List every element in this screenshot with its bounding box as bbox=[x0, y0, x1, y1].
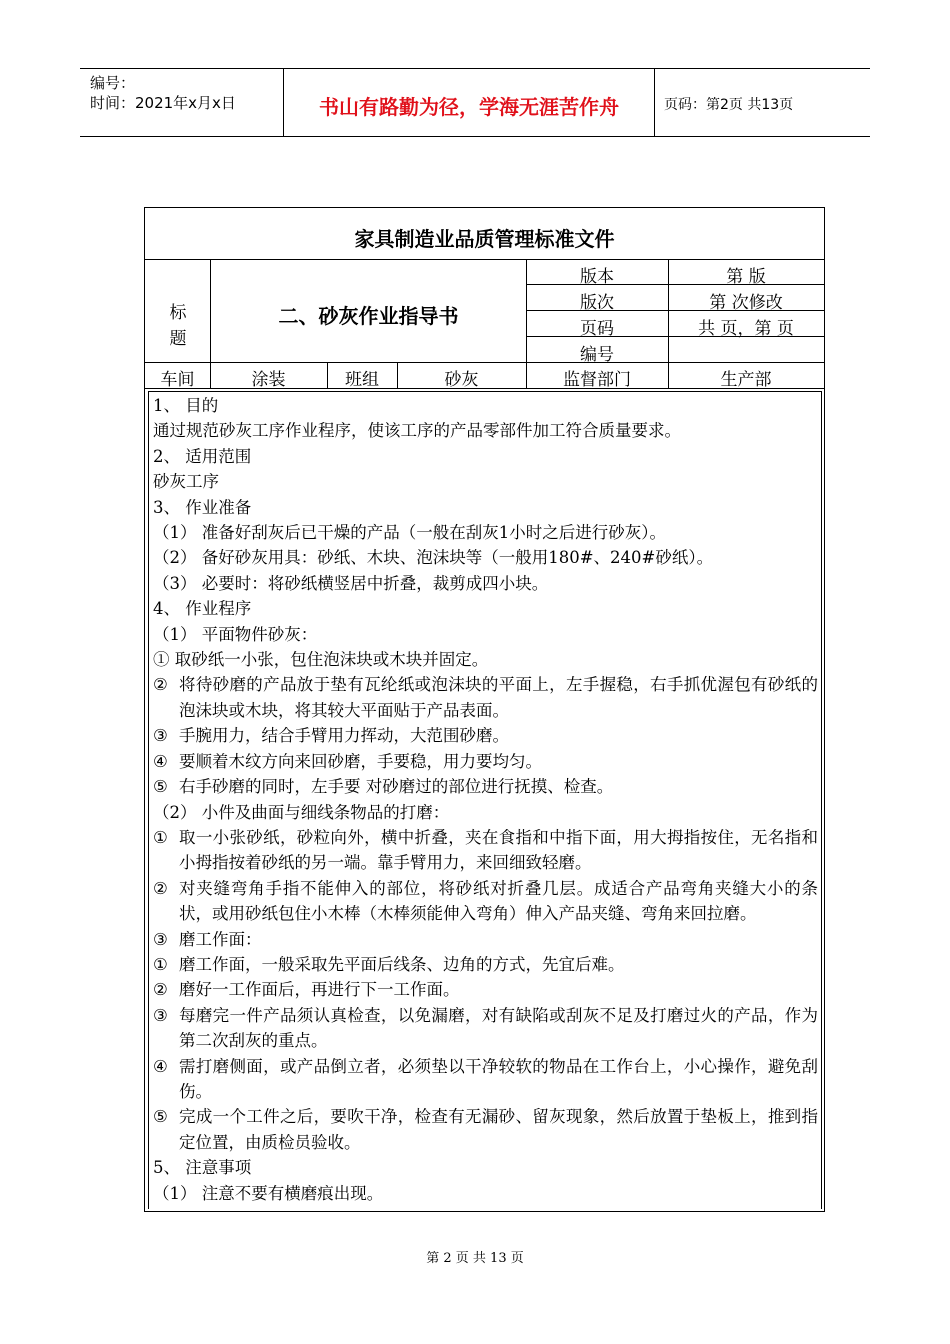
list-item: （2） 备好砂灰用具：砂纸、木块、泡沫块等（一般用180#、240#砂纸）。 bbox=[153, 548, 714, 568]
team-label: 班组 bbox=[345, 370, 379, 390]
item-text: 完成一个工件之后，要吹干净，检查有无漏砂、留灰现象，然后放置于垫板上，推到指定位置，由质检员验收。 bbox=[179, 1107, 818, 1152]
list-item bbox=[153, 1104, 818, 1155]
header-meta bbox=[90, 73, 236, 113]
meta-label: 版本 bbox=[580, 267, 614, 287]
grid-line bbox=[821, 391, 822, 1209]
item-text: 磨工作面： bbox=[179, 929, 262, 949]
item-text: 将待砂磨的产品放于垫有瓦纶纸或泡沫块的平面上，左手握稳，右手抓优渥包有砂纸的泡沫块或木块，将其较大平面贴于产品表面。 bbox=[179, 675, 818, 720]
item-text: 要顺着木纹方向来回砂磨，手要稳，用力要均匀。 bbox=[179, 751, 542, 771]
item-text: 磨工作面，一般采取先平面后线条、边角的方式，先宜后难。 bbox=[179, 954, 625, 974]
document-form bbox=[144, 207, 825, 1212]
list-item bbox=[153, 723, 818, 748]
section-heading: 4、 作业程序 bbox=[153, 599, 252, 619]
header-page-info: 页码：第2页 共13页 bbox=[664, 97, 794, 113]
list-item bbox=[153, 927, 818, 952]
list-item bbox=[153, 749, 818, 774]
item-marker: ③ bbox=[153, 726, 168, 746]
list-item bbox=[153, 774, 818, 799]
paragraph: 砂灰工序 bbox=[153, 472, 219, 492]
list-item bbox=[153, 952, 818, 977]
item-text: 需打磨侧面，或产品倒立者，必须垫以干净较软的物品在工作台上，小心操作，避免刮伤。 bbox=[179, 1056, 818, 1101]
label-title: 标题 bbox=[169, 303, 187, 349]
dept-value: 生产部 bbox=[720, 370, 772, 390]
item-text: 手腕用力，结合手臂用力挥动，大范围砂磨。 bbox=[179, 726, 509, 746]
list-item: ① 取砂纸一小张，包住泡沫块或木块并固定。 bbox=[153, 650, 489, 670]
sub-heading: （1） 平面物件砂灰： bbox=[153, 624, 318, 644]
item-text: 取一小张砂纸，砂粒向外，横中折叠，夹在食指和中指下面，用大拇指按住，无名指和小拇指按着砂纸的另一端。靠手臂用力，来回细致轻磨。 bbox=[179, 827, 818, 873]
item-text: 磨好一工作面后，再进行下一工作面。 bbox=[179, 980, 460, 1000]
document-title: 家具制造业品质管理标准文件 bbox=[354, 227, 615, 251]
meta-label: 编号 bbox=[580, 345, 614, 365]
workshop-value: 涂装 bbox=[251, 370, 286, 390]
meta-value: 第 版 bbox=[726, 267, 766, 287]
header-time: 时间：2021年x月x日 bbox=[90, 94, 236, 112]
header-divider bbox=[654, 69, 655, 136]
item-marker: ② bbox=[153, 878, 168, 898]
dept-label: 监督部门 bbox=[563, 370, 631, 390]
item-marker: ⑤ bbox=[153, 1107, 168, 1127]
team-value: 砂灰 bbox=[444, 370, 479, 390]
grid-line bbox=[148, 391, 821, 392]
meta-label: 页码 bbox=[580, 319, 614, 339]
section-heading: 1、 目的 bbox=[153, 396, 219, 415]
item-marker: ② bbox=[153, 980, 168, 1000]
item-marker: ③ bbox=[153, 1005, 168, 1025]
item-marker: ③ bbox=[153, 929, 168, 949]
list-item bbox=[153, 1003, 818, 1054]
grid-line bbox=[145, 362, 824, 363]
header-motto: 书山有路勤为径，学海无涯苦作舟 bbox=[319, 95, 619, 119]
page-footer: 第 2 页 共 13 页 bbox=[426, 1251, 524, 1266]
meta-value: 第 次修改 bbox=[709, 293, 783, 313]
item-marker: ⑤ bbox=[153, 777, 168, 797]
section-heading: 5、 注意事项 bbox=[153, 1158, 252, 1178]
document-body bbox=[153, 393, 818, 1206]
item-marker: ④ bbox=[153, 1056, 168, 1076]
list-item bbox=[153, 876, 818, 927]
list-item bbox=[153, 1054, 818, 1105]
list-item: （1） 准备好刮灰后已干燥的产品（一般在刮灰1小时之后进行砂灰）。 bbox=[153, 523, 666, 543]
item-marker: ④ bbox=[153, 751, 168, 771]
grid-line bbox=[148, 391, 149, 1209]
item-marker: ① bbox=[153, 827, 168, 847]
header-code: 编号： bbox=[90, 74, 136, 92]
sub-heading: （2） 小件及曲面与细线条物品的打磨： bbox=[153, 802, 450, 822]
grid-line bbox=[145, 259, 824, 260]
list-item bbox=[153, 825, 818, 876]
item-marker: ① bbox=[153, 954, 168, 974]
item-text: 每磨完一件产品须认真检查，以免漏磨，对有缺陷或刮灰不足及打磨过火的产品，作为第二次刮灰的重点。 bbox=[179, 1005, 818, 1051]
section-heading: 3、 作业准备 bbox=[153, 497, 252, 517]
section-heading: 2、 适用范围 bbox=[153, 446, 252, 466]
paragraph: 通过规范砂灰工序作业程序，使该工序的产品零部件加工符合质量要求。 bbox=[153, 421, 681, 441]
item-text: 对夹缝弯角手指不能伸入的部位，将砂纸对折叠几层。成适合产品弯角夹缝大小的条状，或用砂纸包住小木棒（木棒须能伸入弯角）伸入产品夹缝、弯角来回拉磨。 bbox=[179, 878, 818, 924]
item-text: 右手砂磨的同时，左手要 对砂磨过的部位进行抚摸、检查。 bbox=[179, 777, 614, 797]
item-marker: ② bbox=[153, 675, 168, 695]
workshop-label: 车间 bbox=[160, 370, 195, 390]
meta-label: 版次 bbox=[580, 293, 614, 313]
list-item bbox=[153, 672, 818, 723]
list-item: （3） 必要时：将砂纸横竖居中折叠，裁剪成四小块。 bbox=[153, 573, 549, 593]
sub-title: 二、砂灰作业指导书 bbox=[278, 304, 459, 328]
list-item: （1） 注意不要有横磨痕出现。 bbox=[153, 1183, 384, 1203]
page-header bbox=[80, 68, 870, 137]
meta-value: 共 页，第 页 bbox=[698, 319, 794, 339]
list-item bbox=[153, 977, 818, 1002]
